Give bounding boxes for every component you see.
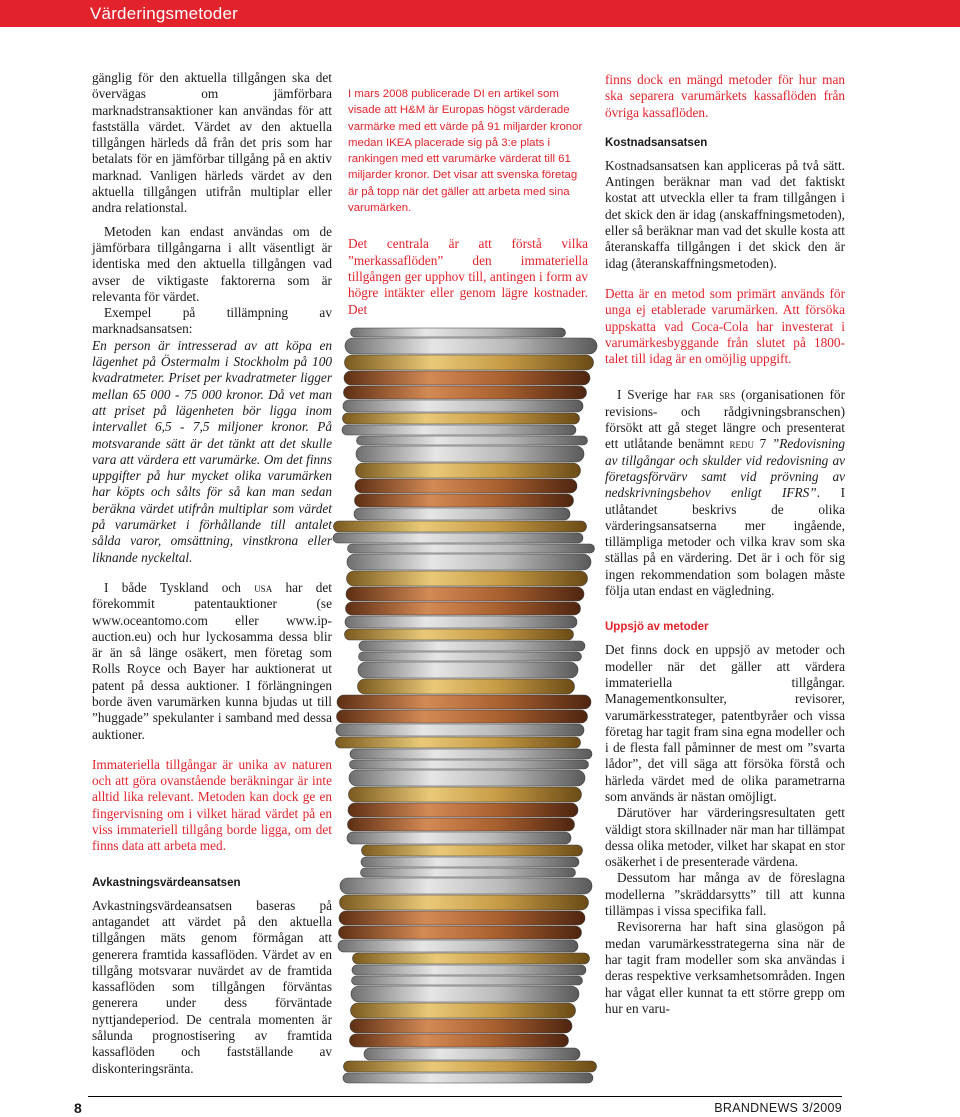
- coin-edge: [334, 521, 587, 532]
- paragraph: gänglig för den aktuella tillgången ska det övervägas om jämförbara marknadstransaktioner kan användas för att fastställa värdet. Värdet av den aktuella tillgången härleds då från det pris som har betalats för en jämförbar tillgång på en aktiv marknad. Vanligen härleds värdet av den aktuella tillgången utifrån multiplar eller andra relationstal.: [92, 70, 332, 216]
- coin-edge: [340, 895, 589, 910]
- coin-edge: [337, 710, 588, 723]
- coin-edge: [345, 338, 597, 354]
- column-3: [605, 72, 845, 1017]
- coin-edge: [352, 976, 583, 985]
- pull-quote: Det centrala är att förstå vilka ”merkassaflöden” den immateriella tillgången ger upphov till, antingen i form av högre intäkter eller genom lägre kostnader. Det: [348, 236, 588, 317]
- magazine-issue: BRANDNEWS 3/2009: [714, 1101, 842, 1115]
- coin-edge: [358, 662, 578, 678]
- coin-edge: [339, 911, 585, 925]
- coin-edge: [350, 1034, 569, 1047]
- coin-edge: [361, 857, 579, 867]
- coin-edge: [347, 554, 591, 570]
- coin-edge: [348, 803, 578, 817]
- coin-edge: [351, 1003, 576, 1018]
- coin-edge: [337, 695, 591, 709]
- coin-edge: [345, 629, 574, 640]
- coin-edge: [351, 328, 566, 337]
- coin-edge: [358, 679, 575, 694]
- header-bar: [0, 0, 960, 27]
- coin-edge: [336, 724, 584, 736]
- subheading: Avkastningsvärdeansatsen: [92, 876, 241, 889]
- coin-edge: [339, 926, 582, 939]
- coin-edge: [348, 544, 595, 553]
- coin-edge: [349, 787, 582, 802]
- coin-edge: [347, 571, 588, 586]
- coin-edge: [349, 770, 585, 786]
- fact-box: I mars 2008 publicerade DI en artikel som visade att H&M är Europas högst värderade varmärke med ett värde på 91 miljarder kronor medan IKEA placerade sig på 3:e plats i rankingen med ett varumärke värderat till 61 miljarder kronor. Det visar att svenska företag är på topp när det gäller att arbeta med sina varumärken.: [348, 88, 583, 215]
- coin-stack-image: [330, 322, 600, 1087]
- coin-layers: [333, 328, 597, 1083]
- pull-quote-continued: finns dock en mängd metoder för hur man ska separera varumärkets kassaflöden från övriga kassaflöden.: [605, 72, 845, 120]
- coin-edge: [352, 965, 586, 975]
- paragraph: Dessutom har många av de föreslagna modellerna ”skräddarsytts” till att kunna tillämpas i vissa specifika fall.: [605, 870, 845, 919]
- coin-edge: [356, 463, 581, 478]
- coin-edge: [343, 1073, 593, 1083]
- section-title: Värderingsmetoder: [90, 4, 238, 23]
- page-number: 8: [74, 1100, 82, 1116]
- coin-edge: [344, 1061, 597, 1072]
- coin-edge: [350, 1019, 572, 1033]
- coin-edge: [357, 436, 588, 445]
- subheading: Uppsjö av metoder: [605, 621, 709, 634]
- coin-edge: [354, 508, 570, 520]
- coin-edge: [350, 760, 589, 769]
- coin-edge: [355, 494, 574, 507]
- paragraph: Det finns dock en uppsjö av metoder och modeller när det gäller att värdera immateriella tillgångar. Managementkonsulter, revisorer, varumärkesstrateger, patentbyråer och vissa företag har tagit fram sina egna modeller och i de flesta fall påminner de mest om ”svarta lådor”, det vill säga att försöka förstå och härleda värdet med de olika parametrarna som används är nästan omöjligt.: [605, 642, 845, 804]
- coin-edge: [340, 878, 592, 894]
- coin-edge: [364, 1048, 580, 1060]
- coin-edge: [345, 355, 594, 370]
- paragraph: Revisorerna har haft sina glasögon på medan varumärkesstrategerna sina när de har tagit fram modeller som ska användas i deras respektive verksamhetsområden. Ingen har vågat eller kunnat ta ett större grepp om hur en varu-: [605, 919, 845, 1016]
- coin-edge: [344, 386, 587, 399]
- paragraph: Kostnadsansatsen kan appliceras på två sätt. Antingen beräknar man vad det faktiskt kostat att utveckla eller ta fram tillgången i det skick den är idag (anskaffningsmetoden), eller så beräknar man vad det skulle kosta att återanskaffa tillgången i det skick den är idag (återanskaffningsmetoden).: [605, 157, 845, 271]
- coin-edge: [353, 953, 590, 964]
- coin-edge: [343, 400, 583, 412]
- column-2: [348, 86, 588, 318]
- coin-edge: [362, 845, 583, 856]
- coin-edge: [333, 533, 583, 543]
- paragraph: Exempel på tillämpning av marknadsansatsen:: [92, 305, 332, 337]
- coin-edge: [347, 832, 571, 844]
- subheading: Kostnadsansatsen: [605, 136, 708, 149]
- paragraph: Metoden kan endast användas om de jämförbara tillgångarna i allt väsentligt är identiska med den aktuella tillgången vad avser de viktigaste faktorerna som är relevanta för värdet.: [92, 223, 332, 304]
- coin-edge: [342, 425, 576, 435]
- coin-edge: [361, 868, 576, 877]
- coin-edge: [350, 749, 592, 759]
- paragraph: I både Tyskland och usa har det förekommit patentauktioner (se www.oceantomo.com eller www.ip-auction.eu) och hur lyckosamma dessa blir är än så länge osäkert, men företag som Rolls Royce och Bayer har auktionerat ut patent på dessa auktioner. I förlängningen borde även varumärken kunna bjudas ut till ”huggade” spekulanter i samband med dessa auktioner.: [92, 579, 332, 742]
- coin-edge: [344, 371, 590, 385]
- coin-edge: [336, 737, 581, 748]
- coin-edge: [355, 479, 577, 493]
- coin-edge: [343, 413, 580, 424]
- coin-edge: [346, 587, 584, 601]
- coin-edge: [351, 986, 579, 1002]
- coin-edge: [348, 818, 575, 831]
- paragraph: Avkastningsvärdeansatsen baseras på antagandet att värdet på den aktuella tillgången mäts genom förmågan att generera framtida kassaflöden. Värdet av en tillgång motsvarar nuvärdet av de framtida kassaflöden som tillgången förväntas generera under dess förväntade nyttjandeperiod. De centrala momenten är sålunda prognostisering av framtida kassaflöden och fastställande av diskonteringsränta.: [92, 897, 332, 1076]
- coin-edge: [346, 602, 581, 615]
- pull-quote: Detta är en metod som primärt används för unga ej etablerade varumärken. Att försöka uppskatta vad Coca-Cola har investerat i varumärkesbyggande från slutet på 1800-talet till idag är en omöjlig uppgift.: [605, 285, 845, 367]
- pull-quote: Immateriella tillgångar är unika av naturen och att göra ovanstående beräkningar är inte alltid lika relevant. Metoden kan dock ge en fingervisning om i vilket härad värdet på en viss immateriell tillgång borde ligga, om det finns data att arbeta med.: [92, 756, 332, 854]
- column-1: [92, 70, 332, 1077]
- paragraph: Därutöver har värderingsresultaten gett väldigt stora skillnader när man har tillämpat dessa olika metoder, vilket har skapat en stor osäkerhet i de presenterade värdena.: [605, 805, 845, 870]
- coin-edge: [356, 446, 584, 462]
- example-paragraph: En person är intresserad av att köpa en lägenhet på Östermalm i Stockholm på 100 kvadratmeter. Priset per kvadratmeter ligger mellan 65 000 - 75 000 kronor. Då vet man att priset på lägenheten bör ligga inom intervallet 6,5 - 7,5 miljoner kronor. På motsvarande sätt är det tänkt att det skulle vara att värdera ett varumärke. Om det finns uppgifter på hur mycket olika varumärken har köpts och sålts för så kan man sedan beräkna värdet utifrån multiplar som värdet på varumärket i förhållande till antalet sålda varor, omsättning, vinstkrona eller liknande nyckeltal.: [92, 337, 332, 565]
- footer-rule: [88, 1096, 842, 1097]
- coin-edge: [338, 940, 578, 952]
- coin-edge: [359, 652, 582, 661]
- coin-edge: [359, 641, 585, 651]
- coin-edge: [345, 616, 577, 628]
- paragraph: I Sverige har far srs (organisationen för revisions- och rådgivningsbranschen) försökt att gå steget längre och presenterat ett utlåtande benämnt redu 7 ”Redovisning av tillgångar och skulder vid redovisning av företagsförvärv samt vid prövning av nedskrivningsbehov enligt IFRS”. I utlåtandet beskrivs de olika värderingsansatserna mer ingående, tillämpliga metoder och vilka krav som ska ställas på en värdering. Det är i och för sig ingen rekommendation som bolagen måste följa utan endast en vägledning.: [605, 387, 845, 599]
